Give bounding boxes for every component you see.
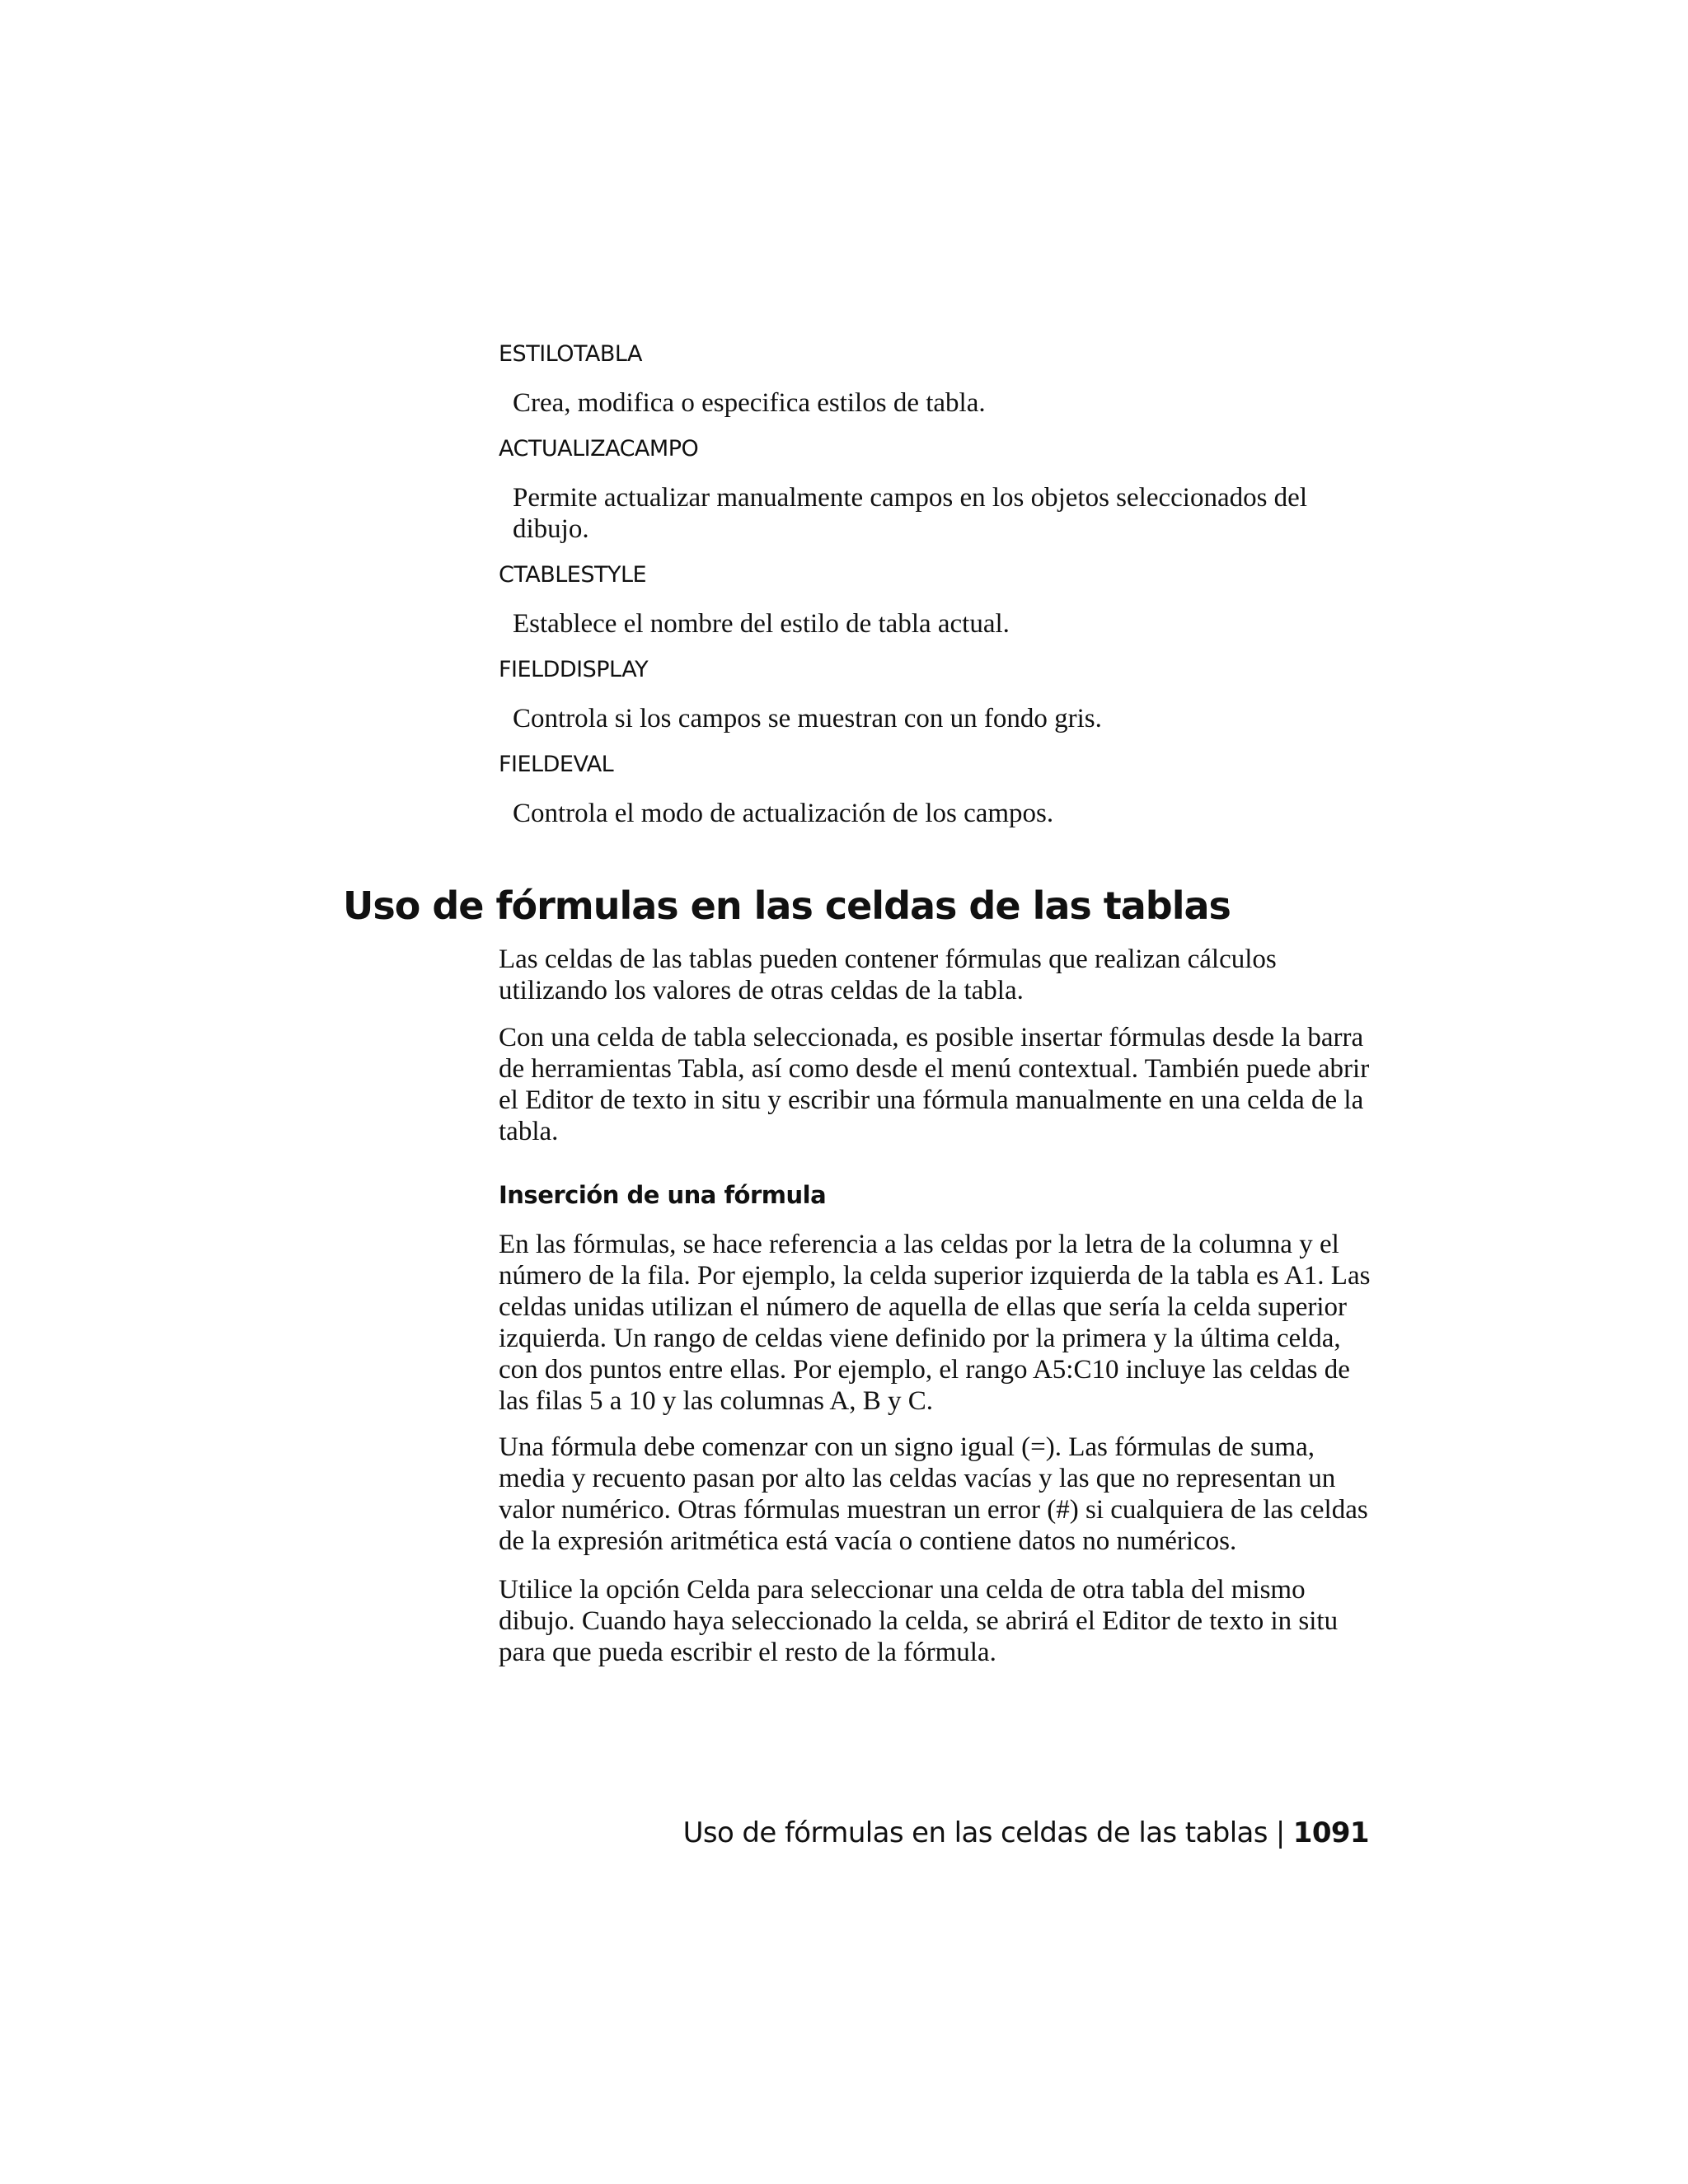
section-title: Uso de fórmulas en las celdas de las tablas [343, 883, 1231, 928]
definition-term: ESTILOTABLA [499, 341, 643, 367]
definition-term: ACTUALIZACAMPO [499, 436, 699, 462]
subsection-paragraph: En las fórmulas, se hace referencia a las celdas por la letra de la columna y el número de la fila. Por ejemplo, la celda superior izquierda de la tabla es A1. Las celdas unidas utilizan el número de aquella de ellas que sería la celda superior izquierda. Un rango de celdas viene definido por la primera y la última celda, con dos puntos entre ellas. Por ejemplo, el rango A5:C10 incluye las celdas de las filas 5 a 10 y las columnas A, B y C. [499, 1230, 1371, 1416]
definition-term: CTABLESTYLE [499, 562, 647, 588]
subsection-paragraph: Utilice la opción Celda para seleccionar una celda de otra tabla del mismo dibujo. Cuando haya seleccionado la celda, se abrirá el Editor de texto in situ para que pueda escribir el resto de la fórmula. [499, 1575, 1339, 1667]
page-footer [683, 1816, 1369, 1849]
definition-term: FIELDEVAL [499, 752, 614, 777]
definition-description: Controla el modo de actualización de los campos. [513, 799, 1054, 828]
page-number: 1091 [1292, 1816, 1369, 1849]
section-paragraph: Con una celda de tabla seleccionada, es posible insertar fórmulas desde la barra de herramientas Tabla, así como desde el menú contextual. También puede abrir el Editor de texto in situ y escribir una fórmula manualmente en una celda de la tabla. [499, 1023, 1370, 1146]
subsection-title: Inserción de una fórmula [499, 1181, 827, 1209]
definition-description: Controla si los campos se muestran con un fondo gris. [513, 704, 1102, 733]
footer-separator: | [1275, 1816, 1285, 1849]
section-paragraph: Las celdas de las tablas pueden contener fórmulas que realizan cálculos utilizando los valores de otras celdas de la tabla. [499, 944, 1277, 1005]
definition-term: FIELDDISPLAY [499, 657, 649, 682]
footer-running-title: Uso de fórmulas en las celdas de las tablas [682, 1816, 1268, 1849]
definition-description: Permite actualizar manualmente campos en los objetos seleccionados del dibujo. [513, 483, 1307, 544]
definition-description: Crea, modifica o especifica estilos de tabla. [513, 388, 986, 418]
subsection-paragraph: Una fórmula debe comenzar con un signo igual (=). Las fórmulas de suma, media y recuento pasan por alto las celdas vacías y las que no representan un valor numérico. Otras fórmulas muestran un error (#) si cualquiera de las celdas de la expresión aritmética está vacía o contiene datos no numéricos. [499, 1432, 1368, 1556]
definition-description: Establece el nombre del estilo de tabla actual. [513, 609, 1010, 639]
